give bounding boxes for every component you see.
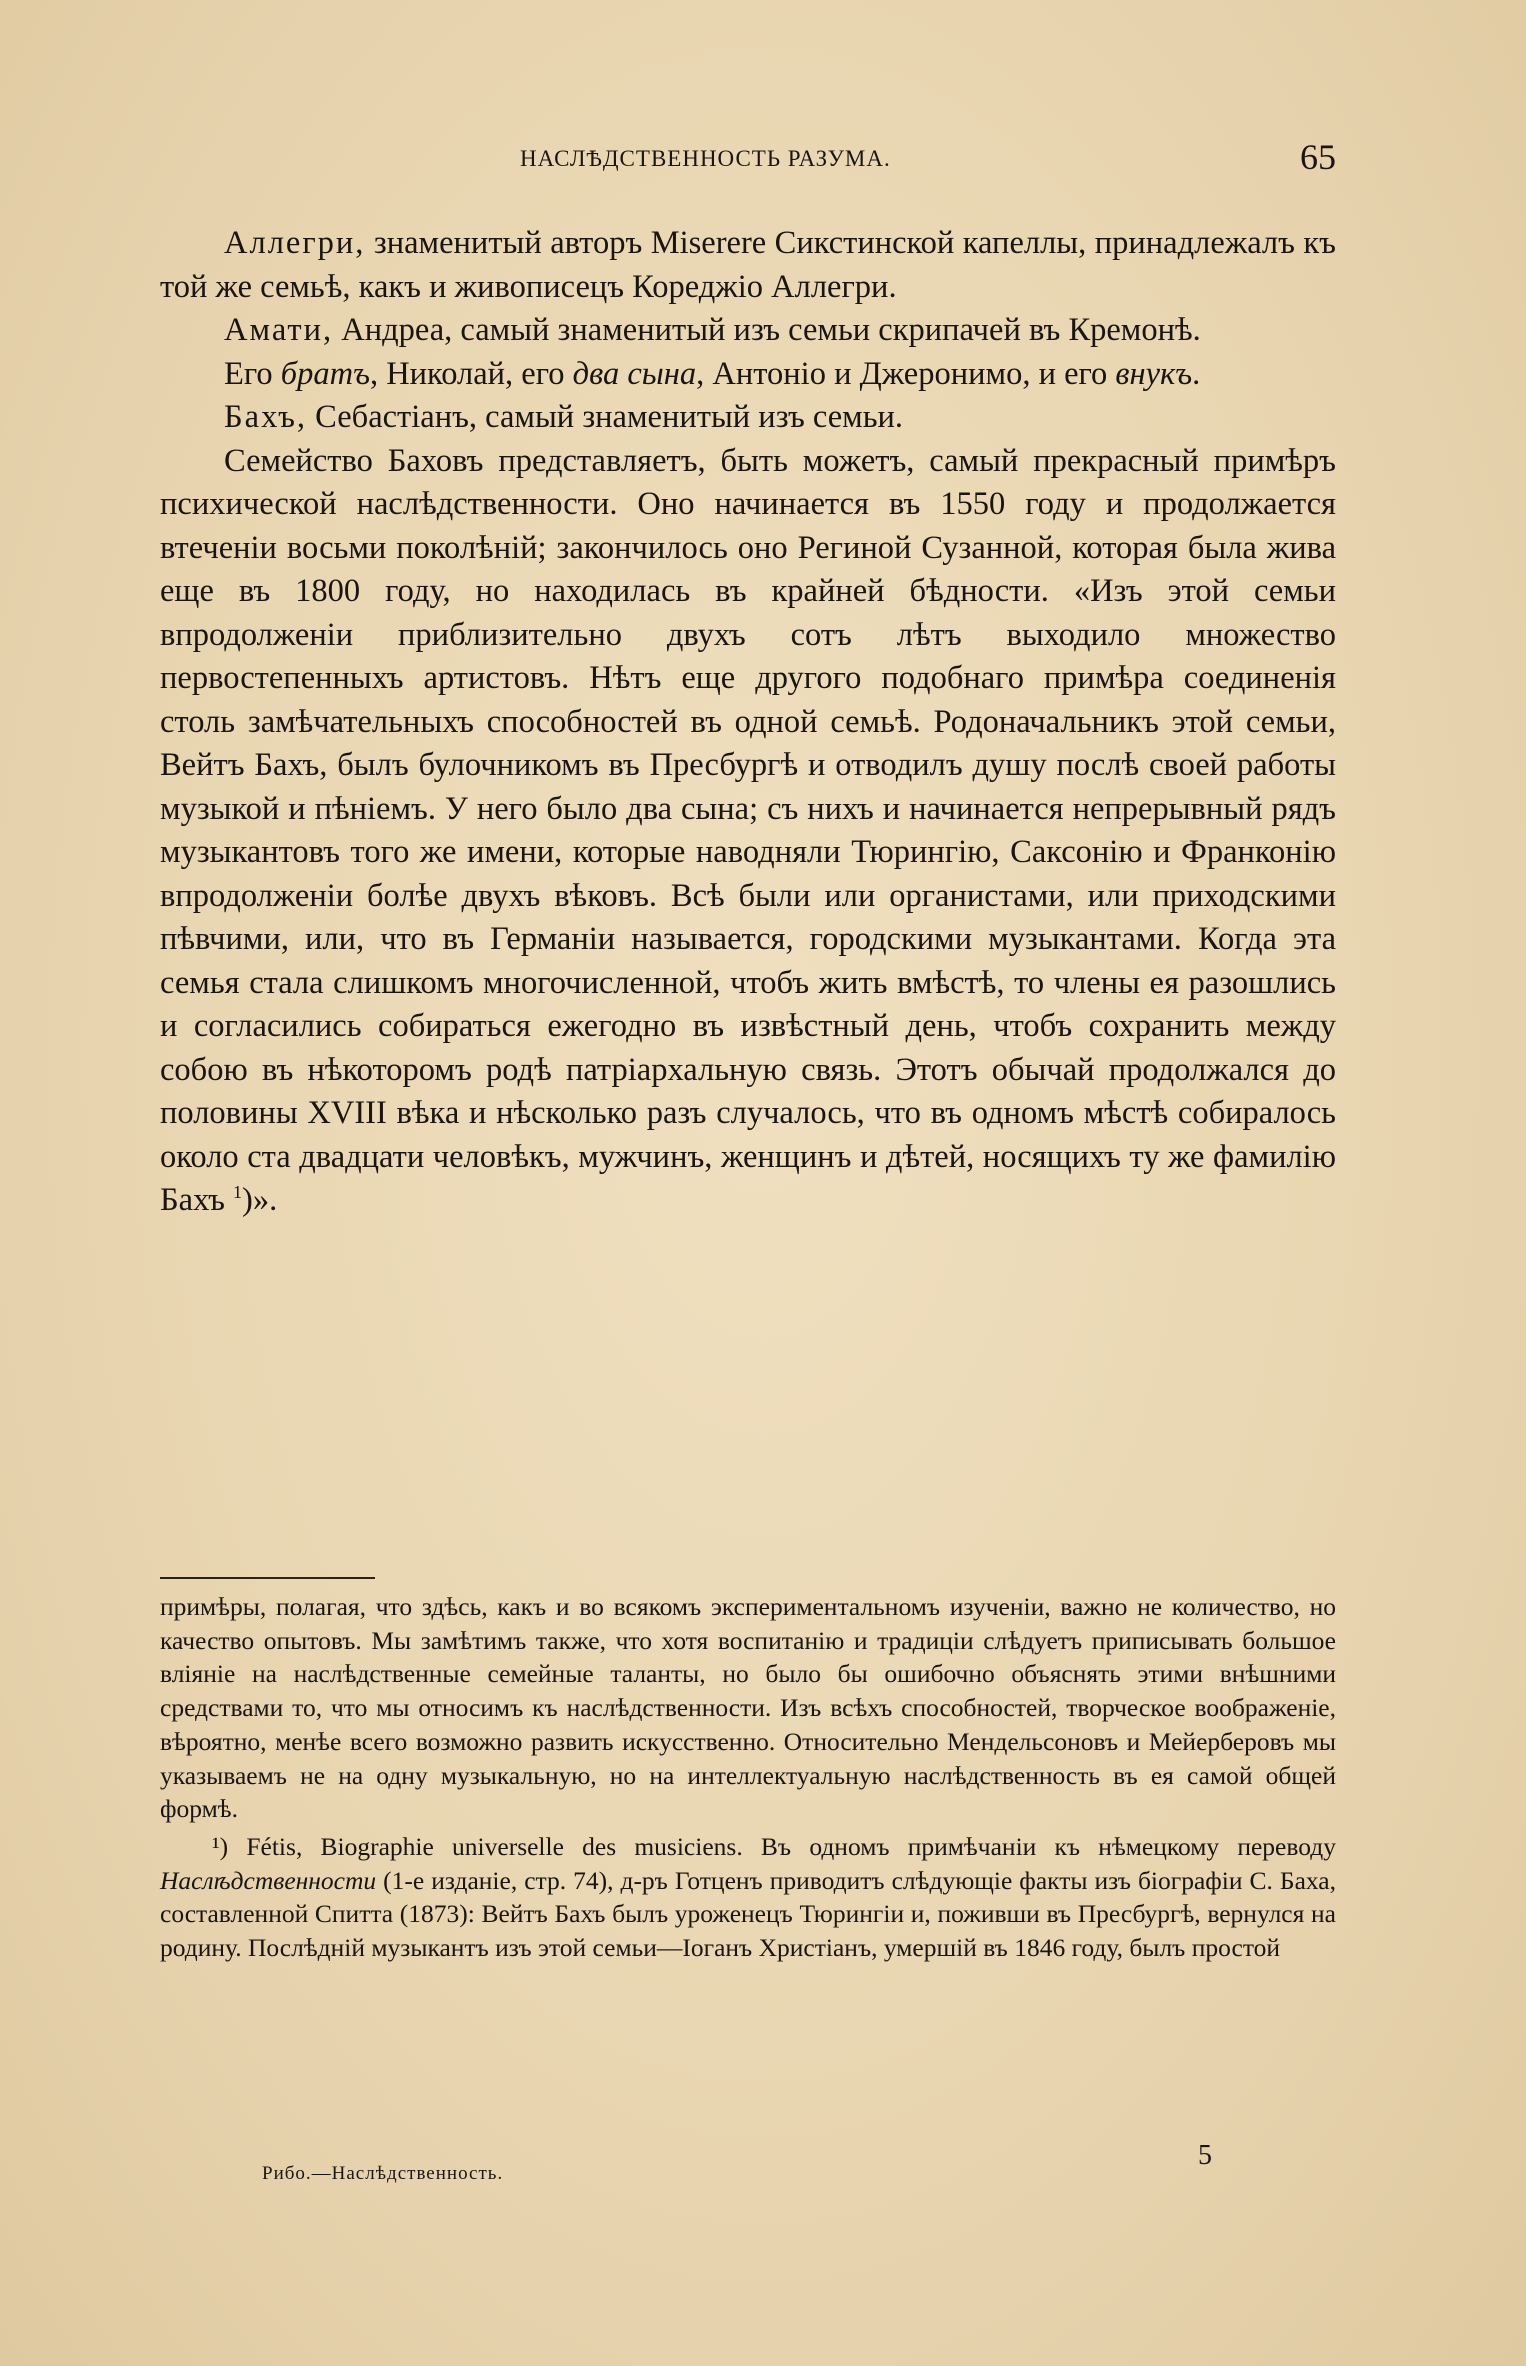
footnote-marker: ¹): [212, 1831, 229, 1861]
footnote-1: [160, 1830, 1336, 1965]
entry-name: Амати,: [224, 312, 334, 348]
emphasis-grandson: внукъ: [1115, 355, 1193, 392]
text-segment: Его: [224, 355, 281, 392]
cited-title: Наслѣдственности: [160, 1865, 377, 1895]
running-title: НАСЛѢДСТВЕННОСТЬ РАЗУМА.: [520, 146, 891, 171]
text-segment: , Николай, его: [369, 355, 573, 392]
text-segment: , Антоніо и Джеронимо, и его: [696, 355, 1116, 392]
page-header: [160, 136, 1336, 182]
paragraph-amati-family: [160, 353, 1336, 397]
text-segment: )».: [242, 1182, 278, 1218]
footnote-rule: [160, 1577, 375, 1579]
emphasis-sons: два сына: [572, 355, 697, 392]
footnote-reference: 1: [233, 1182, 243, 1203]
paragraph-amati: [160, 309, 1336, 353]
text-segment: .: [1192, 355, 1201, 392]
footer-book-title: Рибо.—Наслѣдственность.: [262, 2163, 504, 2184]
paragraph-text: Себастіанъ, самый знаменитый изъ семьи.: [307, 399, 904, 435]
emphasis-brother: братъ: [280, 355, 370, 392]
footnote-continued: примѣры, полагая, что здѣсь, какъ и во всякомъ экспериментальномъ изученіи, важно не количество, но качество опытовъ. Мы замѣтимъ также, что хотя воспитанію и традиціи слѣдуетъ приписывать большое вліяніе на наслѣдственные семейные таланты, но было бы ошибочно объяснять этими внѣшними средствами то, что мы относимъ къ наслѣдственности. Изъ всѣхъ способностей, творческое воображеніе, вѣроятно, менѣе всего возможно развить искусственно. Относительно Мендельсоновъ и Мейерберовъ мы указываемъ не на одну музыкальную, но на интеллектуальную наслѣдственность въ ея самой общей формѣ.: [160, 1592, 1336, 1824]
paragraph-text: Семейство Баховъ представляетъ, быть можетъ, самый прекрасный примѣръ психической наслѣдственности. Оно начинается въ 1550 году и продолжается втеченіи восьми поколѣній; закончилось оно Региной Сузанной, которая была жива еще въ 1800 году, но находилась въ крайней бѣдности. «Изъ этой семьи впродолженіи приблизительно двухъ сотъ лѣтъ выходило множество первостепенныхъ артистовъ. Нѣтъ еще другого подобнаго примѣра соединенія столь замѣчательныхъ способностей въ одной семьѣ. Родоначальникъ этой семьи, Вейтъ Бахъ, былъ булочникомъ въ Пресбургѣ и отводилъ душу послѣ своей работы музыкой и пѣніемъ. У него было два сына; съ нихъ и начинается непрерывный рядъ музыкантовъ того же имени, которые наводняли Тюрингію, Саксонію и Франконію впродолженіи болѣе двухъ вѣковъ. Всѣ были или органистами, или приходскими пѣвчими, или, что въ Германіи называется, городскими музыкантами. Когда эта семья стала слишкомъ многочисленной, чтобъ жить вмѣстѣ, то члены ея разошлись и согласились собираться ежегодно въ извѣстный день, чтобъ сохранить между собою въ нѣкоторомъ родѣ патріархальную связь. Этотъ обычай продолжался до половины XVIII вѣка и нѣсколько разъ случалось, что въ одномъ мѣстѣ собиралось около ста двадцати человѣкъ, мужчинъ, женщинъ и дѣтей, носящихъ ту же фамилію Бахъ: [160, 442, 1336, 1218]
paragraph-text: Андреа, самый знаменитый изъ семьи скрипачей въ Кремонѣ.: [333, 312, 1201, 348]
main-text: [160, 222, 1336, 1223]
paragraph-bach-family: [160, 440, 1336, 1223]
paragraph-text: знаменитый авторъ Miserere Сикстинской капеллы, принадлежалъ къ той же семьѣ, какъ и живописецъ Кореджіо Аллегри.: [160, 225, 1336, 305]
paragraph-bach: [160, 396, 1336, 440]
text-segment: Fétis, Biographie universelle des musiciens. Въ одномъ примѣчаніи къ нѣмецкому переводу: [228, 1831, 1336, 1861]
signature-mark: 5: [1198, 2140, 1212, 2171]
footnotes: [160, 1590, 1336, 1965]
entry-name: Аллегри,: [224, 225, 366, 261]
page-number: 65: [1300, 137, 1336, 177]
text-segment: (1-е изданіе, стр. 74), д-ръ Готценъ приводитъ слѣдующіе факты изъ біографіи С. Баха, составленной Спитта (1873): Вейтъ Бахъ былъ уроженецъ Тюрингіи и, поживши въ Пресбургѣ, вернулся на родину. Послѣдній музыкантъ изъ этой семьи—Іоганъ Христіанъ, умершій въ 1846 году, былъ простой: [160, 1865, 1336, 1963]
paragraph-allegri: [160, 222, 1336, 309]
entry-name: Бахъ,: [224, 399, 308, 435]
